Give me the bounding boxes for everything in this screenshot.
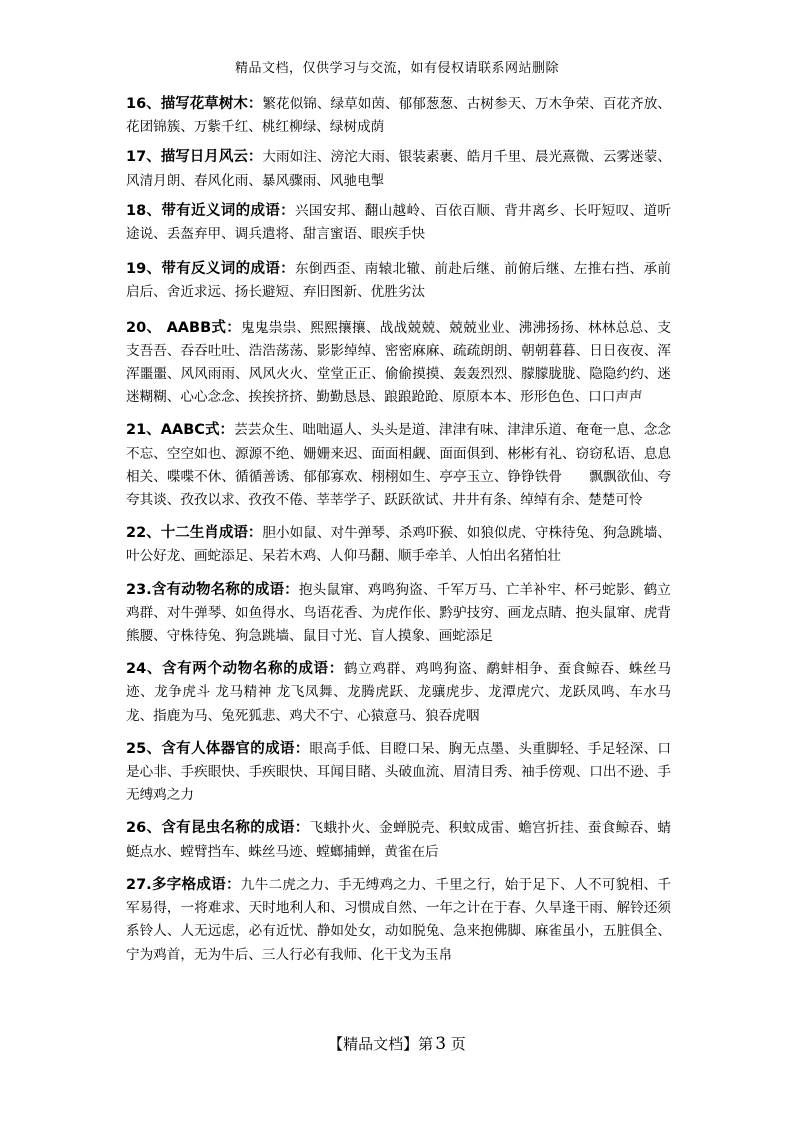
section-heading: 20、 AABB式：: [126, 319, 241, 336]
section-26: [126, 817, 671, 863]
section-25: [126, 738, 671, 808]
section-heading: 26、含有昆虫名称的成语：: [126, 820, 310, 837]
section-text: 芸芸众生、咄咄逼人、头头是道、津津有味、津津乐道、奄奄一息、念念不忘、空空如也、源源不绝、姗姗来迟、面面相觑、面面俱到、彬彬有礼、窃窃私语、息息相关、喋喋不休、循循善诱、郁郁寡欢、栩栩如生、亭亭玉立、铮铮铁骨 飘飘欲仙、夸夸其谈、孜孜以求、孜孜不倦、莘莘学子、跃跃欲试、井井有条、绰绰有余、楚楚可怜: [126, 422, 671, 509]
section-text: 飞蛾扑火、金蝉脱壳、积蚊成雷、蟾宫折挂、蚕食鲸吞、蜻蜓点水、螳臂挡车、蛛丝马迹、螳螂捕蝉，黄雀在后: [126, 820, 671, 860]
section-heading: 22、十二生肖成语：: [126, 525, 263, 542]
section-heading: 25、含有人体器官的成语：: [126, 740, 310, 757]
section-heading: 19、带有反义词的成语：: [126, 261, 295, 278]
section-heading: 24、含有两个动物名称的成语：: [126, 661, 344, 678]
section-22: [126, 522, 671, 568]
page-number: 3: [435, 1034, 447, 1054]
page-footer: [0, 1033, 794, 1054]
section-heading: 18、带有近义词的成语：: [126, 202, 295, 219]
section-text: 鹤立鸡群、鸡鸣狗盗、鹬蚌相争、蚕食鲸吞、蛛丝马迹、龙争虎斗 龙马精神 龙飞凤舞、龙腾虎跃、龙骧虎步、龙潭虎穴、龙跃凤鸣、车水马龙、指鹿为马、兔死狐悲、鸡犬不宁、心猿意马、狼吞虎咽: [126, 661, 672, 724]
section-19: [126, 258, 671, 304]
section-text: 胆小如鼠、对牛弹琴、杀鸡吓猴、如狼似虎、守株待兔、狗急跳墙、叶公好龙、画蛇添足、呆若木鸡、人仰马翻、顺手牵羊、人怕出名猪怕壮: [126, 525, 671, 565]
header-note: 精品文档，仅供学习与交流，如有侵权请联系网站删除: [234, 61, 559, 76]
section-27: [126, 874, 671, 967]
section-heading: 27.多字格成语：: [126, 876, 241, 893]
section-heading: 16、描写花草树木：: [126, 96, 263, 112]
section-text: 抱头鼠窜、鸡鸣狗盗、千军万马、亡羊补牢、杯弓蛇影、鹤立鸡群、对牛弹琴、如鱼得水、鸟语花香、为虎作伥、黔驴技穷、画龙点睛、抱头鼠窜、虎背熊腰、守株待兔、狗急跳墙、鼠目寸光、盲人摸象、画蛇添足: [126, 581, 672, 645]
section-24: [126, 658, 671, 728]
footer-suffix: 页: [450, 1035, 466, 1053]
section-text: 九牛二虎之力、手无缚鸡之力、千里之行，始于足下、人不可貌相、千军易得，一将难求、天时地利人和、习惯成自然、一年之计在于春、久旱逢干雨、解铃还须系铃人、人无远虑，必有近忧、静如处女，动如脱兔、急来抱佛脚、麻雀虽小，五脏俱全、宁为鸡首，无为牛后、三人行必有我师、化干戈为玉帛: [126, 876, 671, 963]
section-heading: 21、AABC式：: [126, 422, 235, 439]
section-text: 东倒西歪、南辕北辙、前赴后继、前俯后继、左推右挡、承前启后、舍近求远、扬长避短、弃旧图新、优胜劣汰: [126, 261, 671, 301]
section-23: [126, 579, 671, 649]
section-text: 兴国安邦、翻山越岭、百依百顺、背井离乡、长吁短叹、道听途说、丢盔弃甲、调兵遣将、甜言蜜语、眼疾手快: [126, 202, 671, 243]
page-header: [0, 57, 794, 76]
section-16: [126, 93, 671, 139]
section-text: 大雨如注、滂沱大雨、银装素裹、皓月千里、晨光熹微、云雾迷蒙、风清月朗、春风化雨、暴风骤雨、风驰电掣: [126, 149, 671, 189]
section-21: [126, 419, 671, 512]
section-text: 鬼鬼祟祟、熙熙攘攘、战战兢兢、兢兢业业、沸沸扬扬、林林总总、支支吾吾、吞吞吐吐、浩浩荡荡、影影绰绰、密密麻麻、疏疏朗朗、朝朝暮暮、日日夜夜、浑浑噩噩、风风雨雨、风风火火、堂堂正正、偷偷摸摸、轰轰烈烈、朦朦胧胧、隐隐约约、迷迷糊糊、心心念念、挨挨挤挤、勤勤恳恳、踉踉跄跄、原原本本、形形色色、口口声声: [126, 319, 671, 406]
document-body: [126, 93, 671, 967]
footer-label: 【精品文档】第: [328, 1035, 434, 1053]
section-text: 眼高手低、目瞪口呆、胸无点墨、头重脚轻、手足轻深、口是心非、手疾眼快、手疾眼快、耳闻目睹、头破血流、眉清目秀、袖手傍观、口出不逊、手无缚鸡之力: [126, 740, 671, 804]
section-17: [126, 146, 671, 192]
section-heading: 17、描写日月风云：: [126, 149, 263, 166]
section-heading: 23.含有动物名称的成语：: [126, 581, 299, 598]
section-20: [126, 317, 671, 410]
section-18: [126, 200, 671, 246]
section-text: 繁花似锦、绿草如茵、郁郁葱葱、古树参天、万木争荣、百花齐放、花团锦簇、万紫千红、桃红柳绿、绿树成荫: [126, 96, 671, 136]
